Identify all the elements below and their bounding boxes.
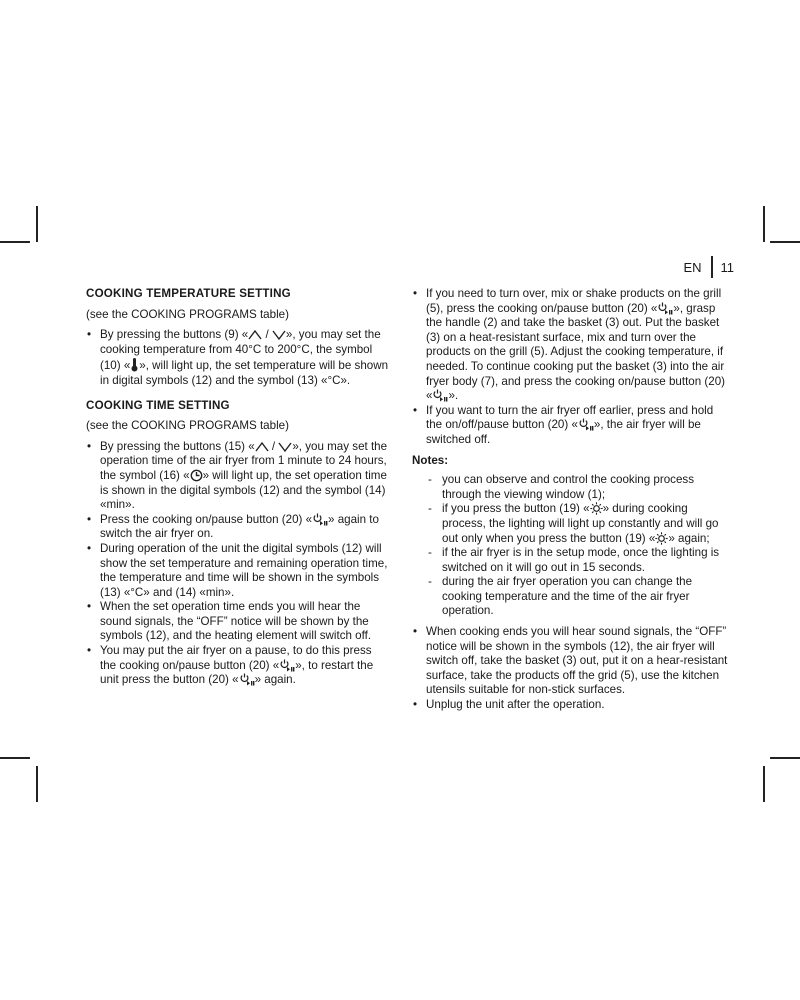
light-bulb-icon	[655, 532, 668, 545]
crop-mark	[763, 766, 765, 802]
arrow-up-icon	[255, 441, 269, 453]
text-span: Press the cooking on/pause button (20) «	[100, 512, 313, 526]
text-span: /	[262, 328, 272, 342]
list-item: • During operation of the unit the digital symbols (12) will show the set temperature and remaining operation time, the temperature and time will be shown in the symbols (13) «°C» and (14) «min».	[86, 542, 390, 600]
arrow-down-icon	[278, 441, 292, 453]
list-item: • When the set operation time ends you will hear the sound signals, the “OFF” notice will be shown by the symbols (12), and the heating element will switch off.	[86, 600, 390, 644]
list-item: • When cooking ends you will hear sound signals, the “OFF” notice will be shown in the symbols (12), the air fryer will switch off, take the basket (3) out, put it on a hear-resistant surface, take the products off the grid (5), use the kitchen utensils suitable for non-stick surfaces.	[412, 625, 730, 698]
crop-mark	[36, 206, 38, 242]
text-span: », you may set the operation time of the air fryer from 1 minute to 24 hours, the symbol (16) «	[100, 439, 388, 482]
page-header	[683, 256, 734, 278]
arrow-up-icon	[248, 329, 262, 341]
text-span: », the air fryer will be switched off.	[426, 418, 701, 446]
crop-mark	[770, 241, 800, 243]
arrow-down-icon	[272, 329, 286, 341]
crop-mark	[36, 766, 38, 802]
list-item	[412, 404, 730, 448]
crop-mark	[0, 241, 30, 243]
text-span: », to restart the unit press the button (20) «	[100, 658, 374, 687]
text-span: » again.	[254, 673, 296, 687]
crop-mark	[0, 757, 30, 759]
crop-mark	[770, 757, 800, 759]
list-item	[86, 644, 390, 688]
light-bulb-icon	[590, 502, 603, 515]
text-span: By pressing the buttons (9) «	[100, 328, 249, 342]
list-item	[86, 513, 390, 542]
text-span: /	[268, 439, 279, 453]
list-item	[412, 287, 730, 404]
temperature-setting-heading: COOKING TEMPERATURE SETTING	[86, 287, 291, 300]
notes-label: Notes:	[412, 453, 449, 467]
time-setting-list	[86, 440, 390, 688]
clock-icon	[190, 469, 203, 482]
list-item: - during the air fryer operation you can change the cooking temperature and the time of the air fryer operation.	[426, 575, 730, 619]
header-divider	[711, 256, 713, 278]
temperature-setting-subtitle: (see the COOKING PROGRAMS table)	[86, 307, 289, 321]
power-play-pause-icon	[312, 513, 328, 526]
text-span: ».	[448, 389, 459, 403]
list-item	[86, 328, 390, 388]
temperature-setting-list	[86, 328, 390, 388]
text-span: », will light up, the set temperature will be shown in digital symbols (12) and the symbol (13) «°C».	[100, 359, 389, 387]
text-span: By pressing the buttons (15) «	[100, 439, 255, 453]
list-item: - you can observe and control the cooking process through the viewing window (1);	[426, 473, 730, 502]
text-span: You may put the air fryer on a pause, to do this press the cooking on/pause button (20) «	[100, 644, 372, 672]
list-item: - if the air fryer is in the setup mode, once the lighting is switched on it will go out in 15 seconds.	[426, 546, 730, 575]
language-label: EN	[683, 259, 702, 275]
crop-mark	[763, 206, 765, 242]
power-play-pause-icon	[432, 389, 448, 402]
text-span: », you may set the cooking temperature from 40°C to 200°C, the symbol (10) «	[100, 328, 381, 373]
list-item	[426, 502, 730, 546]
text-span: » again;	[668, 531, 710, 545]
text-span: If you need to turn over, mix or shake products on the grill (5), press the cooking on/pause button (20) «	[426, 287, 722, 315]
notes-list	[426, 473, 730, 619]
text-span: » again to switch the air fryer on.	[100, 512, 379, 541]
left-column	[86, 287, 390, 694]
page-number: 11	[720, 259, 734, 275]
list-item: • Unplug the unit after the operation.	[412, 698, 730, 713]
list-item	[86, 440, 390, 513]
operation-list	[412, 287, 730, 448]
text-span: » during cooking process, the lighting will light up constantly and will go out only when you press the button (19) «	[442, 502, 719, 545]
text-span: if you press the button (19) «	[442, 502, 590, 516]
power-play-pause-icon	[239, 673, 255, 686]
time-setting-heading: COOKING TIME SETTING	[86, 398, 230, 412]
thermometer-icon	[130, 357, 139, 372]
time-setting-subtitle: (see the COOKING PROGRAMS table)	[86, 419, 289, 433]
text-span: », grasp the handle (2) and take the basket (3) out. Put the basket (3) on a heat-resistant surface, mix and turn over the products on the grill (5). Adjust the cooking temperature, if needed. To continue cooking put the basket (3) into the air fryer body (7), and press the cooking on/pause button (20) «	[426, 301, 726, 403]
power-play-pause-icon	[279, 659, 295, 672]
text-span: » will light up, the set operation time is shown in the digital symbols (12) and the symbol (14) «min».	[100, 468, 387, 512]
power-play-pause-icon	[578, 418, 594, 431]
completion-list	[412, 625, 730, 713]
right-column	[412, 287, 730, 719]
text-span: If you want to turn the air fryer off earlier, press and hold the on/off/pause button (20) «	[426, 403, 714, 432]
power-play-pause-icon	[657, 302, 673, 315]
